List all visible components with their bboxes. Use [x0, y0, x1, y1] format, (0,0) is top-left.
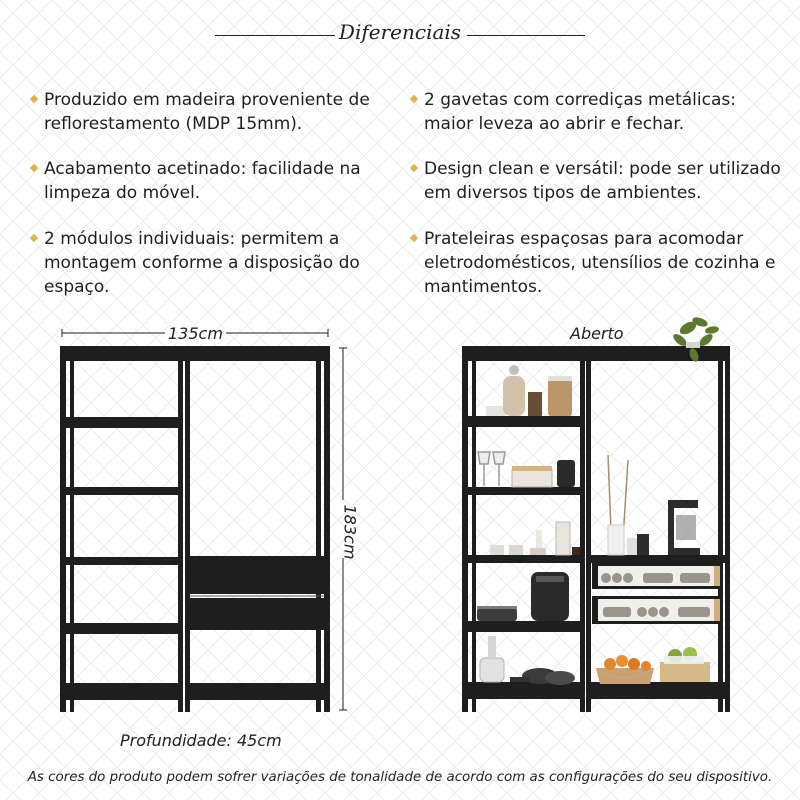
feature-line: 2 módulos individuais: permitem a	[44, 229, 340, 249]
height-label: 183cm	[340, 504, 360, 560]
open-view-label: Aberto	[570, 324, 624, 343]
width-label: 135cm	[168, 324, 223, 343]
feature-line: reflorestamento (MDP 15mm).	[44, 114, 303, 134]
feature-line: Acabamento acetinado: facilidade na	[44, 159, 361, 179]
feature-line: limpeza do móvel.	[44, 183, 201, 203]
feature-line: eletrodomésticos, utensílios de cozinha e	[424, 253, 776, 273]
feature-line: montagem conforme a disposição do	[44, 253, 360, 273]
feature-line: Design clean e versátil: pode ser utilizado	[424, 159, 781, 179]
feature-line: maior leveza ao abrir e fechar.	[424, 114, 685, 134]
feature-line: Prateleiras espaçosas para acomodar	[424, 229, 744, 249]
section-title: Diferenciais	[338, 20, 462, 44]
feature-line: em diversos tipos de ambientes.	[424, 183, 702, 203]
feature-line: 2 gavetas com corrediças metálicas:	[424, 90, 736, 110]
feature-line: Produzido em madeira proveniente de	[44, 90, 370, 110]
depth-label: Profundidade: 45cm	[120, 731, 282, 750]
feature-line: mantimentos.	[424, 277, 543, 297]
disclaimer-text: As cores do produto podem sofrer variações de tonalidade de acordo com as configurações do seu dispositivo.	[27, 770, 773, 785]
feature-line: espaço.	[44, 277, 110, 297]
